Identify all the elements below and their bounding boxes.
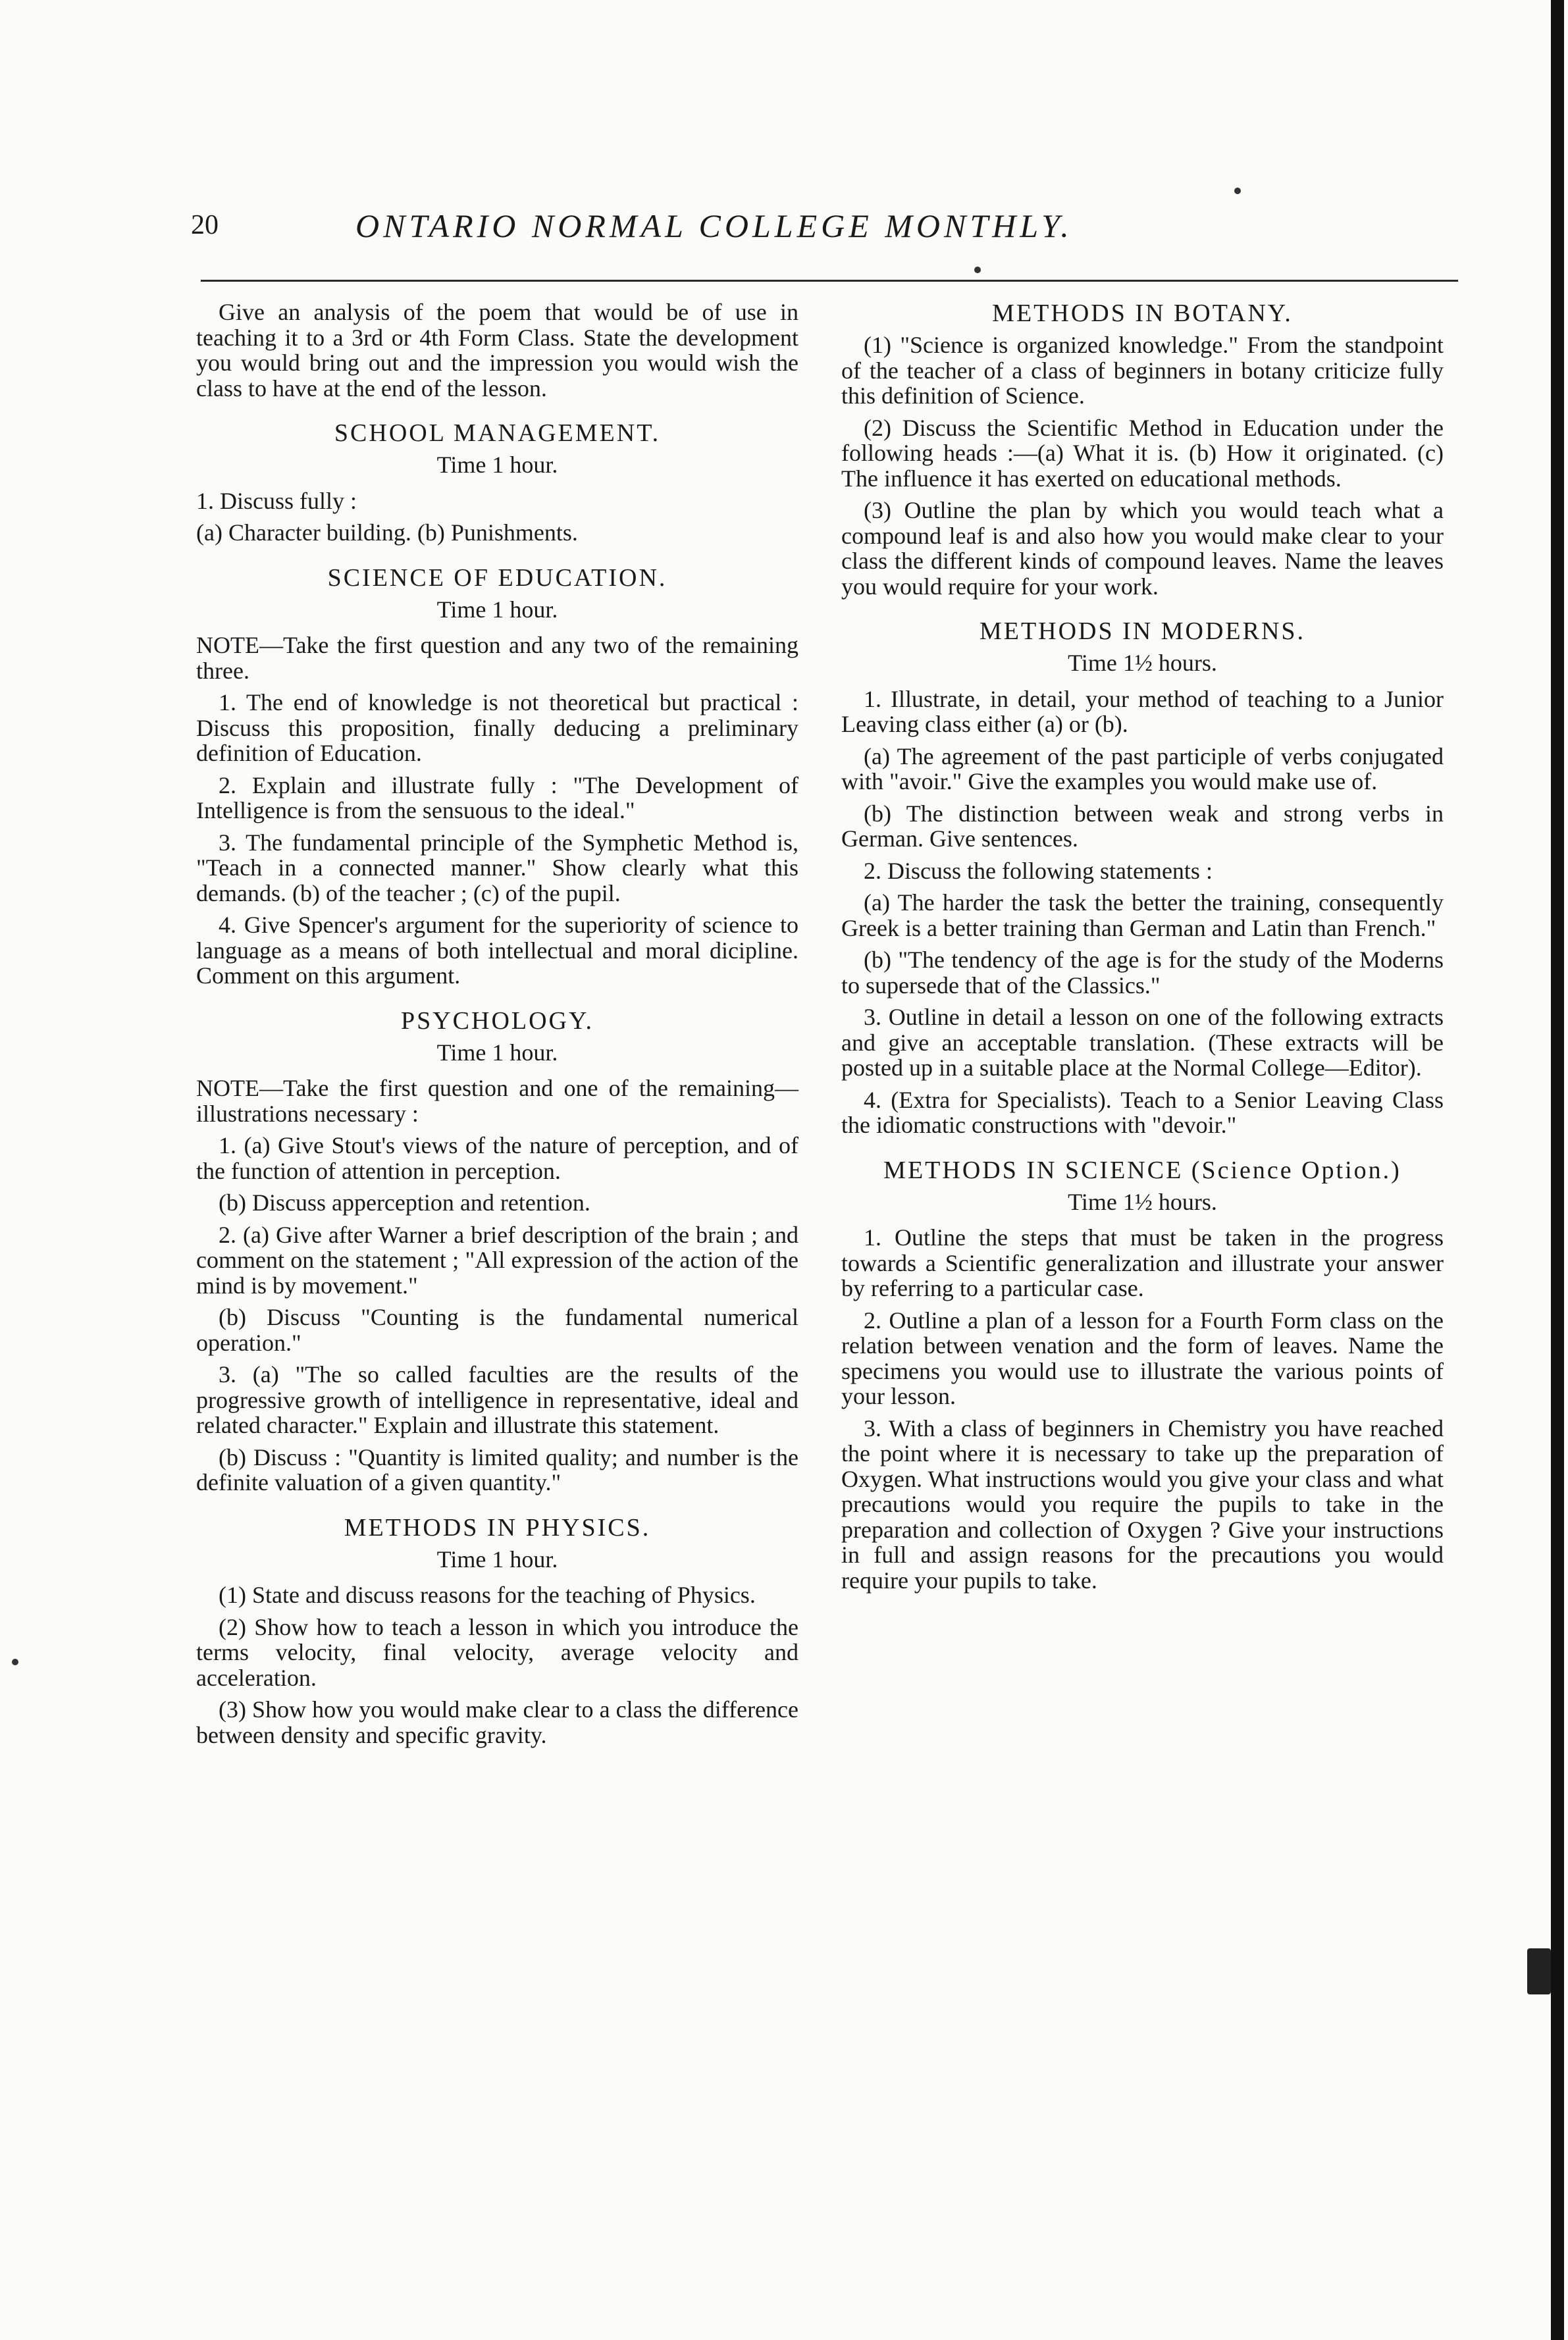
moderns-q1a: (a) The agreement of the past participle of verbs conjugated with "avoir." Give the examples you would make use of. [841, 742, 1444, 794]
page-number: 20 [191, 210, 219, 240]
moderns-q1: 1. Illustrate, in detail, your method of teaching to a Junior Leaving class either (a) or (b). [841, 685, 1444, 737]
scan-edge-bar [1551, 0, 1564, 2340]
physics-q1: (1) State and discuss reasons for the teaching of Physics. [219, 1582, 756, 1608]
moderns-q2b: (b) "The tendency of the age is for the study of the Moderns to supersede that of the Classics." [841, 947, 1444, 999]
intro-question: Give an analysis of the poem that would be of use in teaching it to a 3rd or 4th Form Class. State the development you would bring out and the impression you would wish the class to have at the end of the lesson. [196, 299, 798, 402]
moderns-q4: 4. (Extra for Specialists). Teach to a Senior Leaving Class the idiomatic constructions with "devoir." [841, 1086, 1444, 1138]
science-education-heading: SCIENCE OF EDUCATION. [327, 563, 667, 592]
school-management-heading: SCHOOL MANAGEMENT. [334, 419, 661, 447]
psychology-q1a: 1. (a) Give Stout's views of the nature of perception, and of the function of attention in perception. [196, 1132, 798, 1184]
moderns-q2a: (a) The harder the task the better the training, consequently Greek is a better training than German and Latin than French." [841, 889, 1444, 941]
moderns-q3: 3. Outline in detail a lesson on one of the following extracts and give an acceptable translation. (These extracts will be posted up in a suitable place at the Normal College—Editor). [841, 1004, 1444, 1081]
psychology-note: NOTE—Take the first question and one of the remaining—illustrations necessary : [196, 1075, 798, 1127]
school-management-q1a: (a) Character building. (b) Punishments. [196, 519, 578, 546]
science-education-q4: 4. Give Spencer's argument for the superiority of science to language as a means of both intellectual and moral dicipline. Comment on this argument. [196, 912, 798, 989]
science-education-q1: 1. The end of knowledge is not theoretical but practical : Discuss this proposition, finally deducing a preliminary definition of Education. [196, 689, 798, 766]
science-education-time: Time 1 hour. [436, 596, 558, 623]
header-rule [201, 280, 1458, 282]
speck [974, 267, 981, 273]
science-methods-time: Time 1½ hours. [1068, 1188, 1217, 1215]
botany-heading: METHODS IN BOTANY. [992, 299, 1293, 327]
psychology-q3a: 3. (a) "The so called faculties are the results of the progressive growth of intelligence in representative, ideal and related character." Explain and illustrate this statement. [196, 1361, 798, 1438]
psychology-q1b: (b) Discuss apperception and retention. [219, 1189, 590, 1216]
psychology-time: Time 1 hour. [436, 1039, 558, 1066]
science-methods-q1: 1. Outline the steps that must be taken in the progress towards a Scientific generalization and illustrate your answer by referring to a particular case. [841, 1224, 1444, 1301]
running-title: ONTARIO NORMAL COLLEGE MONTHLY. [355, 207, 1073, 244]
botany-q1: (1) "Science is organized knowledge." From the standpoint of the teacher of a class of beginners in botany criticize fully this definition of Science. [841, 332, 1444, 409]
botany-q3: (3) Outline the plan by which you would teach what a compound leaf is and also how you would make clear to your class the different kinds of compound leaves. Name the leaves you would require for your work. [841, 497, 1444, 600]
speck [12, 1659, 18, 1665]
psychology-q3b: (b) Discuss : "Quantity is limited quality; and number is the definite valuation of a given quantity." [196, 1443, 798, 1495]
psychology-q2b: (b) Discuss "Counting is the fundamental numerical operation." [196, 1304, 798, 1356]
moderns-time: Time 1½ hours. [1068, 650, 1217, 676]
science-education-q3: 3. The fundamental principle of the Symphetic Method is, "Teach in a connected manner." Show clearly what this demands. (b) of the teacher ; (c) of the pupil. [196, 829, 798, 906]
science-methods-heading: METHODS IN SCIENCE (Science Option.) [883, 1156, 1401, 1184]
botany-q2: (2) Discuss the Scientific Method in Education under the following heads :—(a) What it is. (b) How it originated. (c) The influence it has exerted on educational methods. [841, 414, 1444, 492]
school-management-q1: 1. Discuss fully : [196, 487, 357, 514]
physics-heading: METHODS IN PHYSICS. [344, 1513, 651, 1542]
school-management-time: Time 1 hour. [436, 452, 558, 478]
moderns-q2: 2. Discuss the following statements : [864, 857, 1213, 884]
science-education-q2: 2. Explain and illustrate fully : "The Development of Intelligence is from the sensuous to the ideal." [196, 771, 798, 823]
speck [1234, 188, 1241, 194]
psychology-heading: PSYCHOLOGY. [400, 1006, 594, 1035]
left-column [196, 299, 798, 1754]
psychology-q2a: 2. (a) Give after Warner a brief description of the brain ; and comment on the statement ; "All expression of the action of the mind is by movement." [196, 1221, 798, 1299]
moderns-q1b: (b) The distinction between weak and strong verbs in German. Give sentences. [841, 800, 1444, 852]
physics-time: Time 1 hour. [436, 1546, 558, 1573]
science-methods-q2: 2. Outline a plan of a lesson for a Fourth Form class on the relation between venation and the form of leaves. Name the specimens you would use to illustrate the various points of your lesson. [841, 1307, 1444, 1409]
right-column [841, 299, 1444, 1599]
scan-edge-mark [1527, 1948, 1551, 1994]
physics-q2: (2) Show how to teach a lesson in which you introduce the terms velocity, final velocity, average velocity and acceleration. [196, 1613, 798, 1691]
moderns-heading: METHODS IN MODERNS. [979, 617, 1306, 645]
science-education-note: NOTE—Take the first question and any two of the remaining three. [196, 632, 798, 684]
page-header [191, 209, 1455, 262]
physics-q3: (3) Show how you would make clear to a class the difference between density and specific gravity. [196, 1696, 798, 1748]
science-methods-q3: 3. With a class of beginners in Chemistry you have reached the point where it is necessary to take up the preparation of Oxygen. What instructions would you give your class and what precautions would you require the pupils to take in the preparation and collection of Oxygen ? Give your instructions in full and assign reasons for the precautions you would require your pupils to take. [841, 1415, 1444, 1594]
